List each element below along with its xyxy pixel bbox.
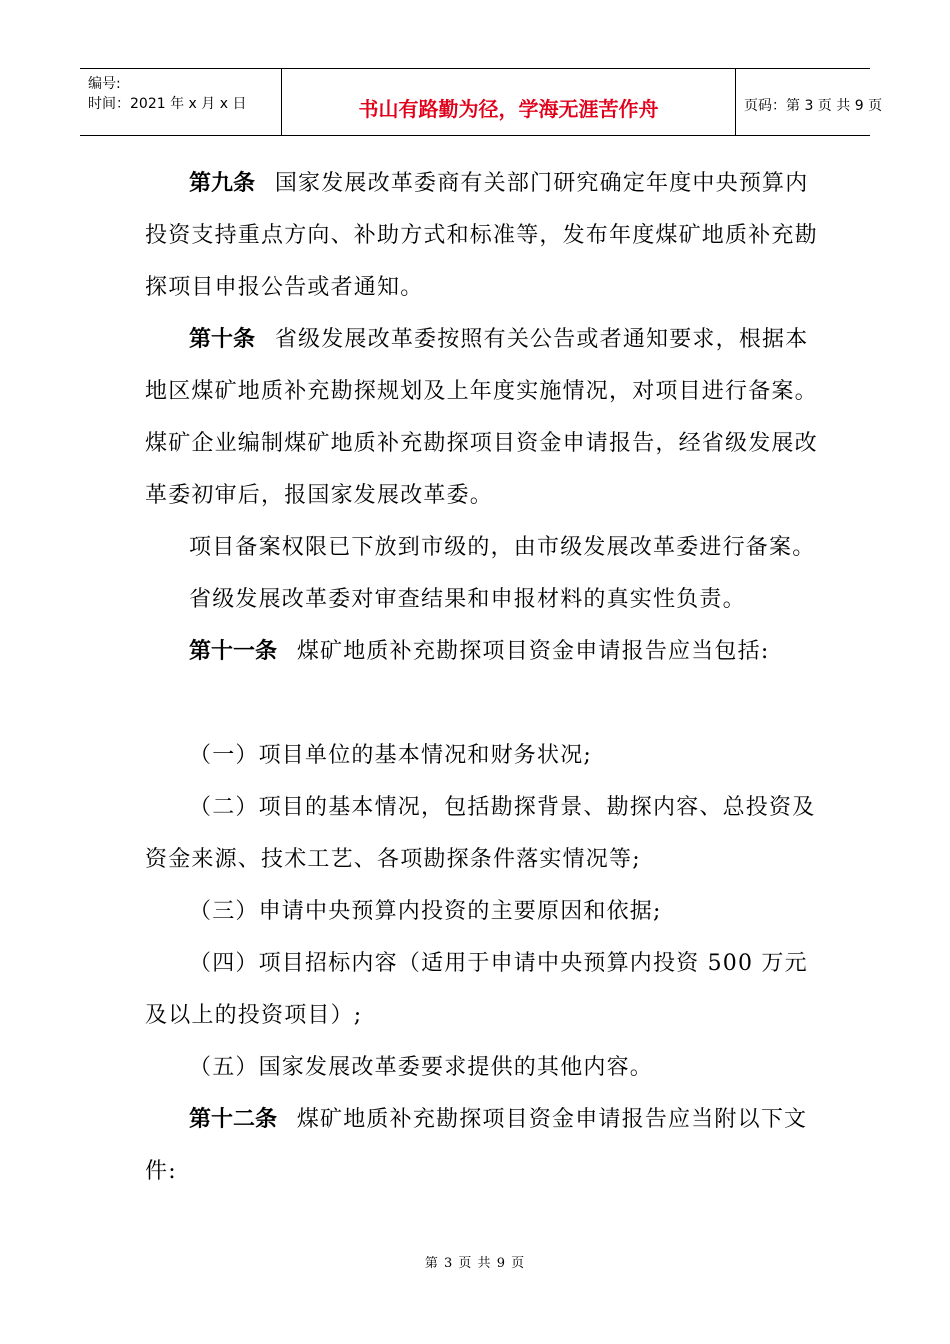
- header-page-cell: [736, 69, 883, 135]
- blank-line: [145, 678, 825, 730]
- list-item: （一）项目单位的基本情况和财务状况;: [189, 743, 593, 768]
- article-text: 省级发展改革委按照有关公告或者通知要求，根据本地区煤矿地质补充勘探规划及上年度实施情况，对项目进行备案。煤矿企业编制煤矿地质补充勘探项目资金申请报告，经省级发展改革委初审后，报国家发展改革委。: [145, 327, 818, 508]
- paragraph: 省级发展改革委对审查结果和申报材料的真实性负责。: [189, 587, 746, 612]
- article-10: [145, 314, 825, 522]
- article-heading: 第十一条: [189, 639, 278, 664]
- document-body: [145, 158, 825, 1198]
- article-9: [145, 158, 825, 314]
- article-text: 煤矿地质补充勘探项目资金申请报告应当附以下文件:: [145, 1107, 808, 1184]
- page-header: [80, 68, 883, 136]
- header-motto-cell: [282, 69, 736, 135]
- list-item: （四）项目招标内容（适用于申请中央预算内投资 500 万元及以上的投资项目）;: [145, 951, 808, 1028]
- article-heading: 第十二条: [189, 1107, 278, 1132]
- list-item: （三）申请中央预算内投资的主要原因和依据;: [189, 899, 662, 924]
- article-11: [145, 626, 825, 678]
- time-label: 时间：2021 年 x 月 x 日: [88, 96, 247, 112]
- article-heading: 第九条: [189, 171, 256, 196]
- motto: 书山有路勤为径，学海无涯苦作舟: [358, 97, 659, 121]
- paragraph: 项目备案权限已下放到市级的，由市级发展改革委进行备案。: [189, 535, 816, 560]
- header-info-cell: [80, 69, 282, 135]
- page-footer: 第 3 页 共 9 页: [424, 1256, 526, 1271]
- article-text: 国家发展改革委商有关部门研究确定年度中央预算内投资支持重点方向、补助方式和标准等，发布年度煤矿地质补充勘探项目申报公告或者通知。: [145, 171, 818, 300]
- article-heading: 第十条: [189, 327, 256, 352]
- header-page-number: 页码：第 3 页 共 9 页: [744, 98, 883, 114]
- article-text: 煤矿地质补充勘探项目资金申请报告应当包括:: [296, 639, 770, 664]
- serial-label: 编号:: [88, 76, 121, 92]
- article-12: [145, 1094, 825, 1198]
- list-item: （五）国家发展改革委要求提供的其他内容。: [189, 1055, 654, 1080]
- list-item: （二）项目的基本情况，包括勘探背景、勘探内容、总投资及资金来源、技术工艺、各项勘探条件落实情况等;: [145, 795, 816, 872]
